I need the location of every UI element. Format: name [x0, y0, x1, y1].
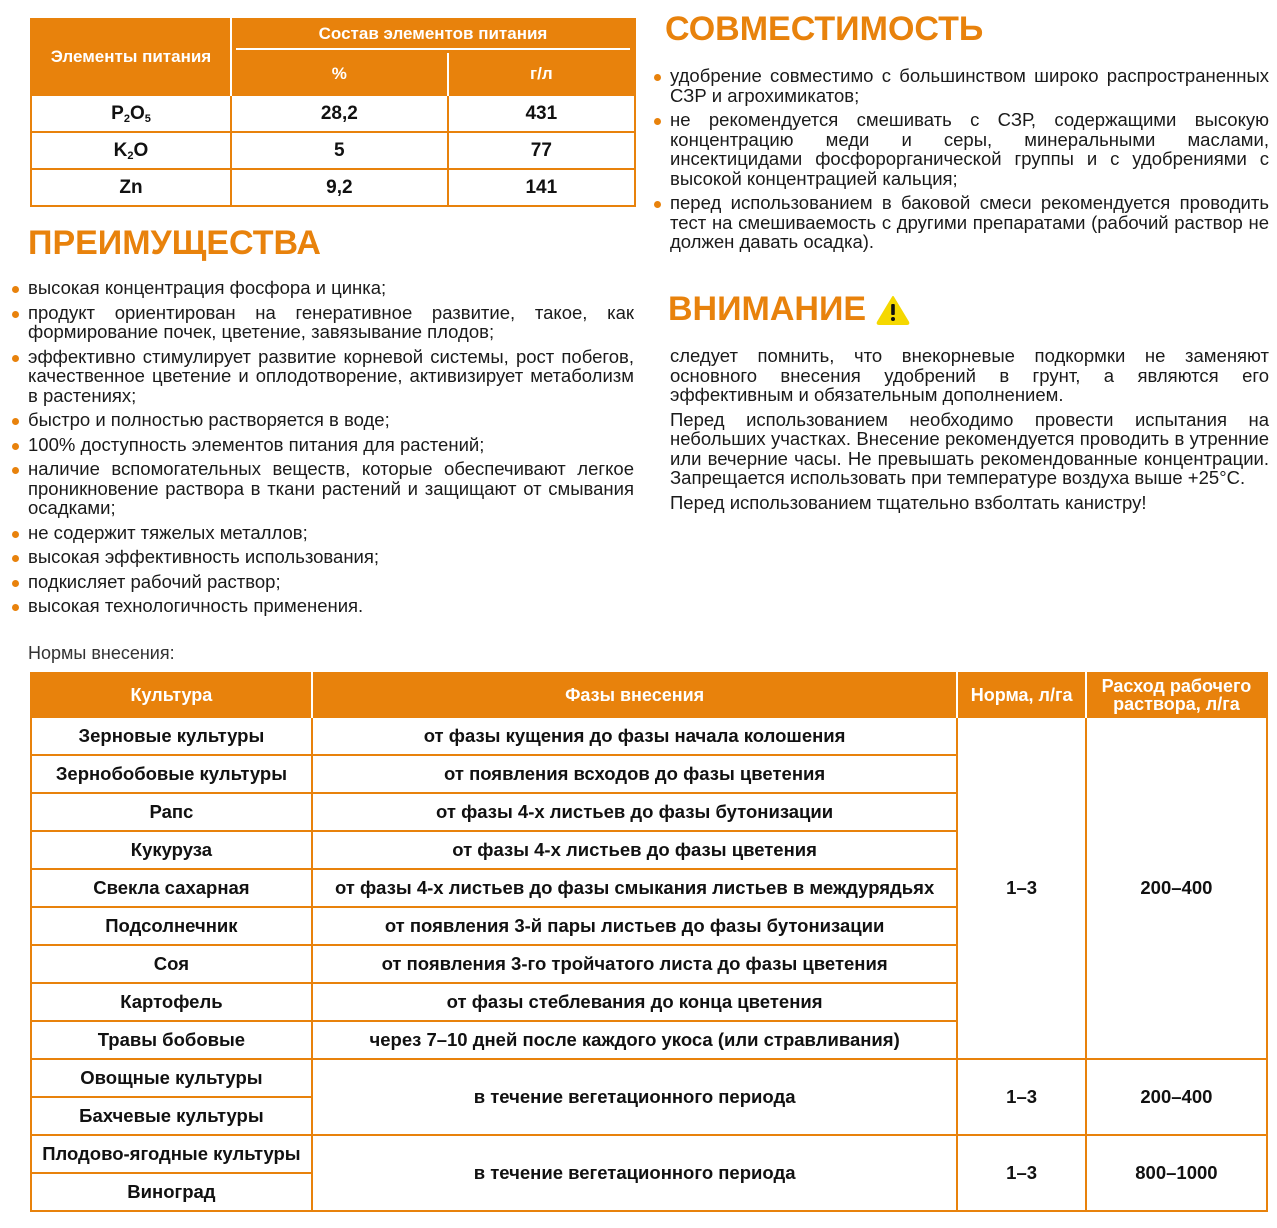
- list-item: эффективно стимулирует развитие корневой системы, рост побегов, качественное цветение и оплодотворение, активизирует метаболизм в растениях;: [10, 347, 634, 406]
- element-cell: $P_2O_5$: [31, 95, 231, 132]
- phase-cell: от фазы 4-х листьев до фазы цветения: [312, 831, 958, 869]
- gl-cell: 141: [448, 169, 635, 206]
- crop-cell: Виноград: [31, 1173, 312, 1211]
- list-item: 100% доступность элементов питания для растений;: [10, 435, 634, 455]
- header-composition-label: Состав элементов питания: [236, 24, 630, 50]
- crop-cell: Травы бобовые: [31, 1021, 312, 1059]
- crop-cell: Овощные культуры: [31, 1059, 312, 1097]
- header-percent: %: [231, 53, 448, 95]
- header-elements: Элементы питания: [31, 19, 231, 95]
- header-crop: Культура: [31, 673, 312, 717]
- table-row: [31, 95, 635, 132]
- header-grams-per-liter: г/л: [448, 53, 635, 95]
- crop-cell: Рапс: [31, 793, 312, 831]
- phase-cell: в течение вегетационного периода: [312, 1059, 958, 1135]
- list-item: перед использованием в баковой смеси рекомендуется проводить тест на смешиваемость с другими препаратами (рабочий раствор не должен давать осадка).: [652, 193, 1269, 252]
- crop-cell: Зерновые культуры: [31, 717, 312, 755]
- percent-cell: 28,2: [231, 95, 448, 132]
- crop-cell: Подсолнечник: [31, 907, 312, 945]
- compatibility-heading: СОВМЕСТИМОСТЬ: [665, 10, 984, 48]
- list-item: удобрение совместимо с большинством широко распространенных СЗР и агрохимикатов;: [652, 66, 1269, 105]
- header-flow: Расход рабочего раствора, л/га: [1086, 673, 1267, 717]
- norm-cell: 1–3: [957, 1059, 1085, 1135]
- gl-cell: 77: [448, 132, 635, 169]
- header-norm: Норма, л/га: [957, 673, 1085, 717]
- crop-cell: Кукуруза: [31, 831, 312, 869]
- list-item: быстро и полностью растворяется в воде;: [10, 410, 634, 430]
- warning-triangle-icon: [876, 295, 910, 325]
- phase-cell: от появления 3-го тройчатого листа до фазы цветения: [312, 945, 958, 983]
- list-item: не содержит тяжелых металлов;: [10, 523, 634, 543]
- crop-cell: Соя: [31, 945, 312, 983]
- benefits-list: [10, 278, 634, 621]
- table-row: [31, 1135, 1267, 1173]
- phase-cell: от фазы стеблевания до конца цветения: [312, 983, 958, 1021]
- table-row: [31, 132, 635, 169]
- table-row: [31, 169, 635, 206]
- warning-paragraph: Перед использованием необходимо провести испытания на небольших участках. Внесение рекомендуется проводить в утренние или вечерние часы. Не превышать рекомендованные концентрации. Запрещается использовать при температуре воздуха выше +25°С.: [670, 408, 1269, 488]
- application-norms-table: [30, 672, 1268, 1212]
- phase-cell: в течение вегетационного периода: [312, 1135, 958, 1211]
- percent-cell: 9,2: [231, 169, 448, 206]
- phase-cell: от появления всходов до фазы цветения: [312, 755, 958, 793]
- flow-cell: 800–1000: [1086, 1135, 1267, 1211]
- list-item: продукт ориентирован на генеративное развитие, такое, как формирование почек, цветение, завязывание плодов;: [10, 303, 634, 342]
- table-row: [31, 717, 1267, 755]
- warning-text: [670, 346, 1269, 517]
- warning-heading: [668, 290, 910, 329]
- list-item: подкисляет рабочий раствор;: [10, 572, 634, 592]
- crop-cell: Бахчевые культуры: [31, 1097, 312, 1135]
- compatibility-list: [652, 66, 1269, 257]
- warning-paragraph: следует помнить, что внекорневые подкормки не заменяют основного внесения удобрений в грунт, а являются его эффективным и обязательным дополнением.: [670, 345, 1269, 405]
- element-cell: $K_2O$: [31, 132, 231, 169]
- phase-cell: от появления 3-й пары листьев до фазы бутонизации: [312, 907, 958, 945]
- warning-title: ВНИМАНИЕ: [668, 290, 867, 328]
- list-item: не рекомендуется смешивать с СЗР, содержащими высокую концентрацию меди и серы, минеральными маслами, инсектицидами фосфорорганической группы и с удобрениями с высокой концентрацией кальция;: [652, 110, 1269, 188]
- phase-cell: через 7–10 дней после каждого укоса (или стравливания): [312, 1021, 958, 1059]
- norms-caption: Нормы внесения:: [28, 643, 175, 663]
- header-composition: [231, 19, 635, 53]
- header-phase: Фазы внесения: [312, 673, 958, 717]
- percent-cell: 5: [231, 132, 448, 169]
- crop-cell: Плодово-ягодные культуры: [31, 1135, 312, 1173]
- crop-cell: Зернобобовые культуры: [31, 755, 312, 793]
- nutrient-composition-table: [30, 18, 636, 207]
- list-item: высокая эффективность использования;: [10, 547, 634, 567]
- benefits-heading: ПРЕИМУЩЕСТВА: [28, 224, 321, 262]
- warning-paragraph: Перед использованием тщательно взболтать канистру!: [670, 491, 1147, 513]
- norm-cell: 1–3: [957, 717, 1085, 1059]
- list-item: высокая концентрация фосфора и цинка;: [10, 278, 634, 298]
- crop-cell: Свекла сахарная: [31, 869, 312, 907]
- table-row: [31, 1059, 1267, 1097]
- crop-cell: Картофель: [31, 983, 312, 1021]
- list-item: высокая технологичность применения.: [10, 596, 634, 616]
- element-cell: Zn: [31, 169, 231, 206]
- flow-cell: 200–400: [1086, 1059, 1267, 1135]
- list-item: наличие вспомогательных веществ, которые обеспечивают легкое проникновение раствора в ткани растений и защищают от смывания осадками;: [10, 459, 634, 518]
- phase-cell: от фазы кущения до фазы начала колошения: [312, 717, 958, 755]
- norm-cell: 1–3: [957, 1135, 1085, 1211]
- gl-cell: 431: [448, 95, 635, 132]
- phase-cell: от фазы 4-х листьев до фазы бутонизации: [312, 793, 958, 831]
- flow-cell: 200–400: [1086, 717, 1267, 1059]
- phase-cell: от фазы 4-х листьев до фазы смыкания листьев в междурядьях: [312, 869, 958, 907]
